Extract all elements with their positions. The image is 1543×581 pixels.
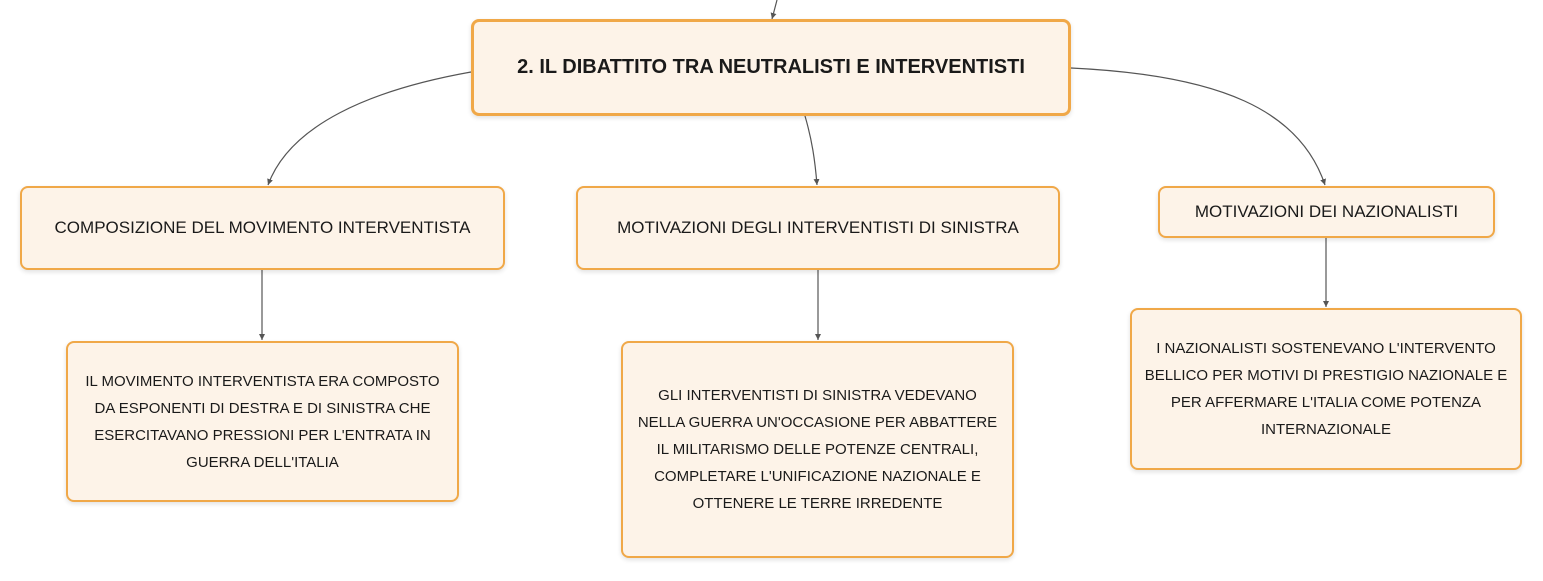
- branch-label: MOTIVAZIONI DEI NAZIONALISTI: [1194, 202, 1459, 221]
- root-topic-label: 2. IL DIBATTITO TRA NEUTRALISTI E INTERVENTISTI: [517, 56, 1025, 78]
- detail-text: I NAZIONALISTI SOSTENEVANO L'INTERVENTO BELLICO PER MOTIVI DI PRESTIGIO NAZIONALE E PER AFFERMARE L'ITALIA COME POTENZA INTERNAZIONALE: [1144, 340, 1508, 438]
- detail-node-composizione[interactable]: [66, 341, 459, 502]
- connector-root-to-branch-2: [805, 116, 817, 185]
- branch-label: COMPOSIZIONE DEL MOVIMENTO INTERVENTISTA: [54, 218, 471, 237]
- detail-text: GLI INTERVENTISTI DI SINISTRA VEDEVANO NELLA GUERRA UN'OCCASIONE PER ABBATTERE IL MILITARISMO DELLE POTENZE CENTRALI, COMPLETARE L'UNIFICAZIONE NAZIONALE E OTTENERE LE TERRE IRREDENTE: [637, 387, 998, 512]
- connector-root-to-branch-3: [1071, 68, 1325, 185]
- branch-node-composizione[interactable]: [20, 186, 505, 270]
- detail-node-motivazioni-sinistra[interactable]: [621, 341, 1014, 558]
- detail-node-motivazioni-nazionalisti[interactable]: [1130, 308, 1522, 470]
- root-topic-node[interactable]: [471, 19, 1071, 116]
- branch-label: MOTIVAZIONI DEGLI INTERVENTISTI DI SINISTRA: [617, 218, 1019, 237]
- detail-text: IL MOVIMENTO INTERVENTISTA ERA COMPOSTO DA ESPONENTI DI DESTRA E DI SINISTRA CHE ESERCITAVANO PRESSIONI PER L'ENTRATA IN GUERRA DELL'ITALIA: [85, 372, 440, 471]
- branch-node-motivazioni-nazionalisti[interactable]: [1158, 186, 1495, 238]
- incoming-connector: [772, 0, 777, 19]
- branch-node-motivazioni-sinistra[interactable]: [576, 186, 1060, 270]
- connector-root-to-branch-1: [268, 72, 471, 185]
